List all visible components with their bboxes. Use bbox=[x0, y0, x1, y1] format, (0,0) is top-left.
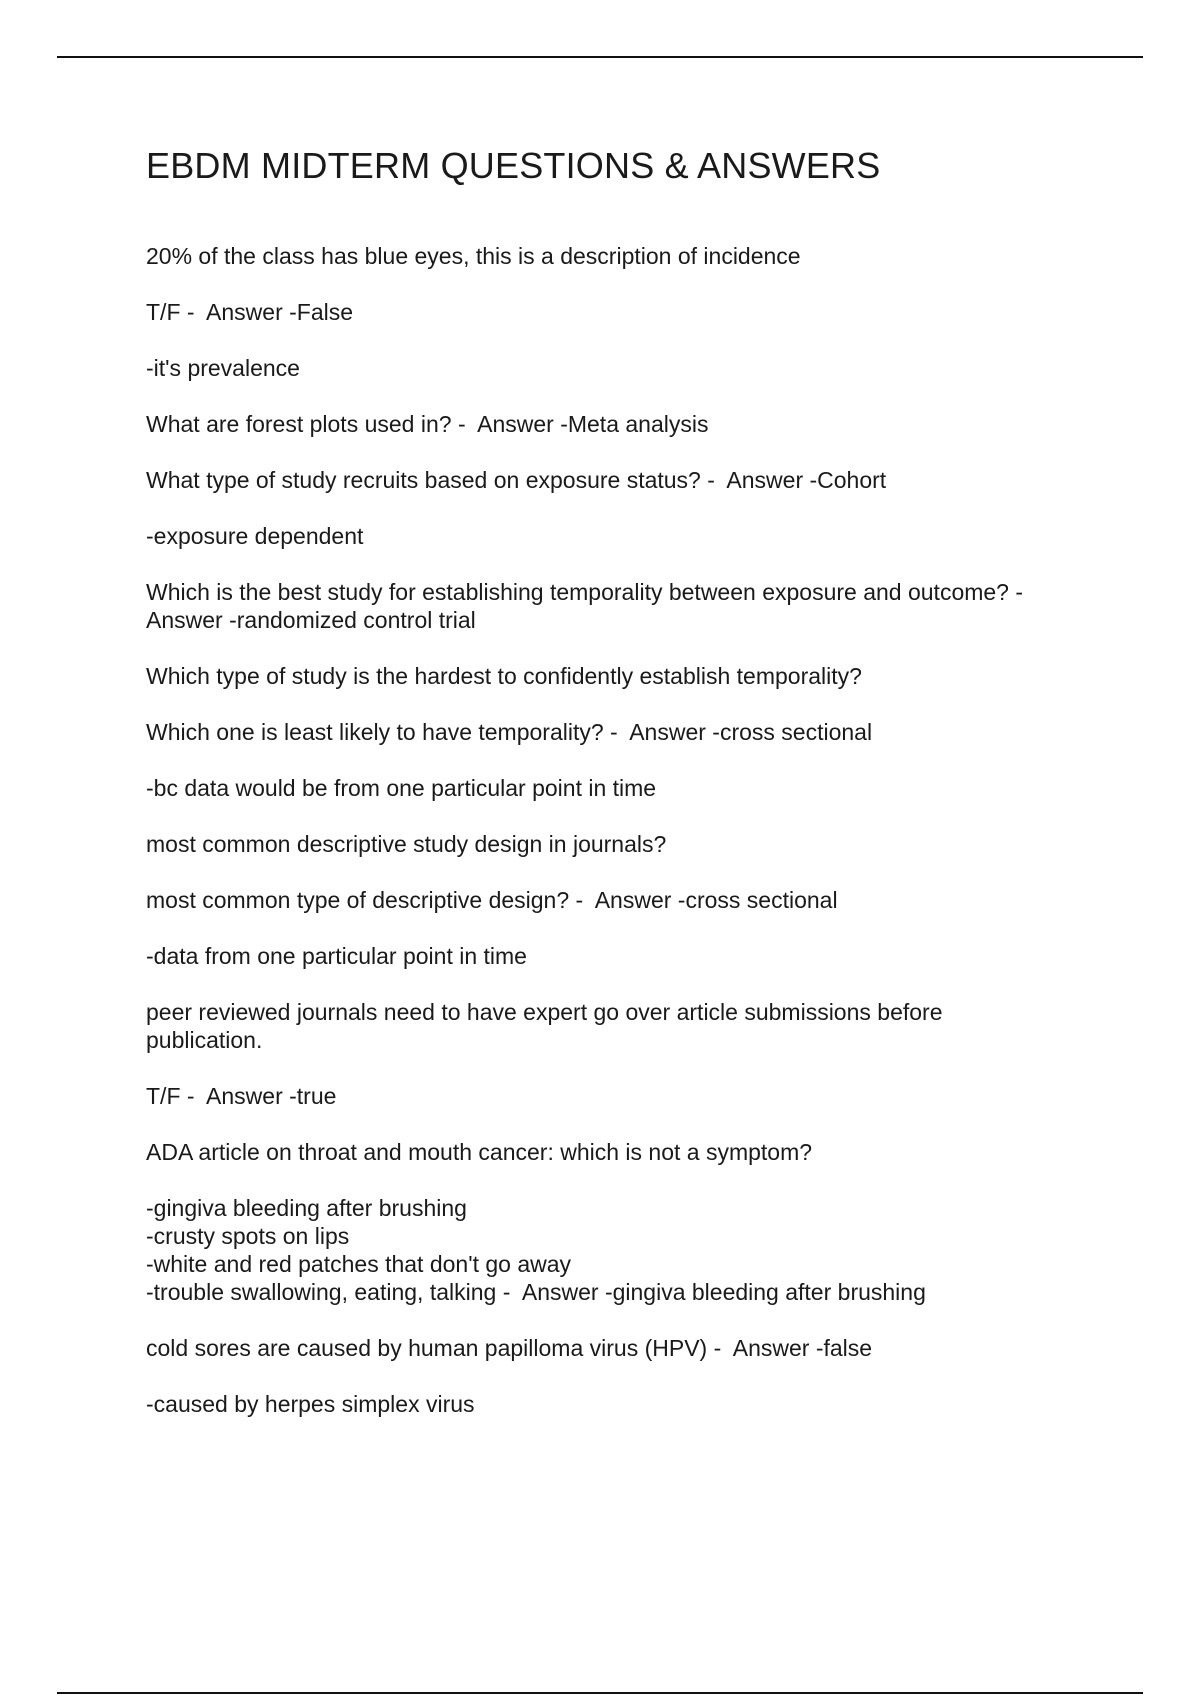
qa-paragraph bbox=[146, 354, 1086, 382]
document-body bbox=[146, 242, 1086, 1446]
text-line: -bc data would be from one particular point in time bbox=[146, 775, 657, 801]
qa-paragraph bbox=[146, 1390, 1086, 1418]
text-line: most common type of descriptive design? - Answer -cross sectional bbox=[146, 887, 838, 913]
qa-paragraph bbox=[146, 830, 1086, 858]
qa-paragraph bbox=[146, 662, 1086, 690]
text-line: -it's prevalence bbox=[146, 355, 300, 381]
text-line: -data from one particular point in time bbox=[146, 943, 527, 969]
text-line: -gingiva bleeding after brushing bbox=[146, 1195, 467, 1221]
qa-paragraph bbox=[146, 1082, 1086, 1110]
text-line: cold sores are caused by human papilloma virus (HPV) - Answer -false bbox=[146, 1335, 873, 1361]
text-line: publication. bbox=[146, 1027, 263, 1053]
text-line: -exposure dependent bbox=[146, 523, 364, 549]
text-line: ADA article on throat and mouth cancer: which is not a symptom? bbox=[146, 1139, 813, 1165]
text-line: -white and red patches that don't go away bbox=[146, 1251, 572, 1277]
qa-paragraph bbox=[146, 774, 1086, 802]
text-line: peer reviewed journals need to have expert go over article submissions before bbox=[146, 999, 943, 1025]
qa-paragraph bbox=[146, 242, 1086, 270]
text-line: Answer -randomized control trial bbox=[146, 607, 476, 633]
text-line: Which one is least likely to have temporality? - Answer -cross sectional bbox=[146, 719, 873, 745]
qa-paragraph bbox=[146, 1138, 1086, 1166]
text-line: Which type of study is the hardest to confidently establish temporality? bbox=[146, 663, 862, 689]
text-line: -trouble swallowing, eating, talking - Answer -gingiva bleeding after brushing bbox=[146, 1279, 926, 1305]
bottom-rule bbox=[57, 1692, 1143, 1694]
text-line: T/F - Answer -False bbox=[146, 299, 354, 325]
qa-paragraph bbox=[146, 522, 1086, 550]
text-line: What are forest plots used in? - Answer -Meta analysis bbox=[146, 411, 709, 437]
qa-paragraph bbox=[146, 410, 1086, 438]
text-line: 20% of the class has blue eyes, this is a description of incidence bbox=[146, 243, 801, 269]
text-line: Which is the best study for establishing temporality between exposure and outcome? - bbox=[146, 579, 1024, 605]
qa-paragraph bbox=[146, 466, 1086, 494]
qa-paragraph bbox=[146, 998, 1086, 1054]
text-line: What type of study recruits based on exposure status? - Answer -Cohort bbox=[146, 467, 887, 493]
text-line: T/F - Answer -true bbox=[146, 1083, 337, 1109]
text-line: most common descriptive study design in journals? bbox=[146, 831, 667, 857]
top-rule bbox=[57, 56, 1143, 58]
page-title: EBDM MIDTERM QUESTIONS & ANSWERS bbox=[146, 145, 881, 186]
qa-paragraph bbox=[146, 942, 1086, 970]
qa-paragraph bbox=[146, 718, 1086, 746]
qa-paragraph bbox=[146, 298, 1086, 326]
text-line: -crusty spots on lips bbox=[146, 1223, 350, 1249]
qa-paragraph bbox=[146, 1194, 1086, 1306]
qa-paragraph bbox=[146, 1334, 1086, 1362]
qa-paragraph bbox=[146, 578, 1086, 634]
text-line: -caused by herpes simplex virus bbox=[146, 1391, 475, 1417]
qa-paragraph bbox=[146, 886, 1086, 914]
